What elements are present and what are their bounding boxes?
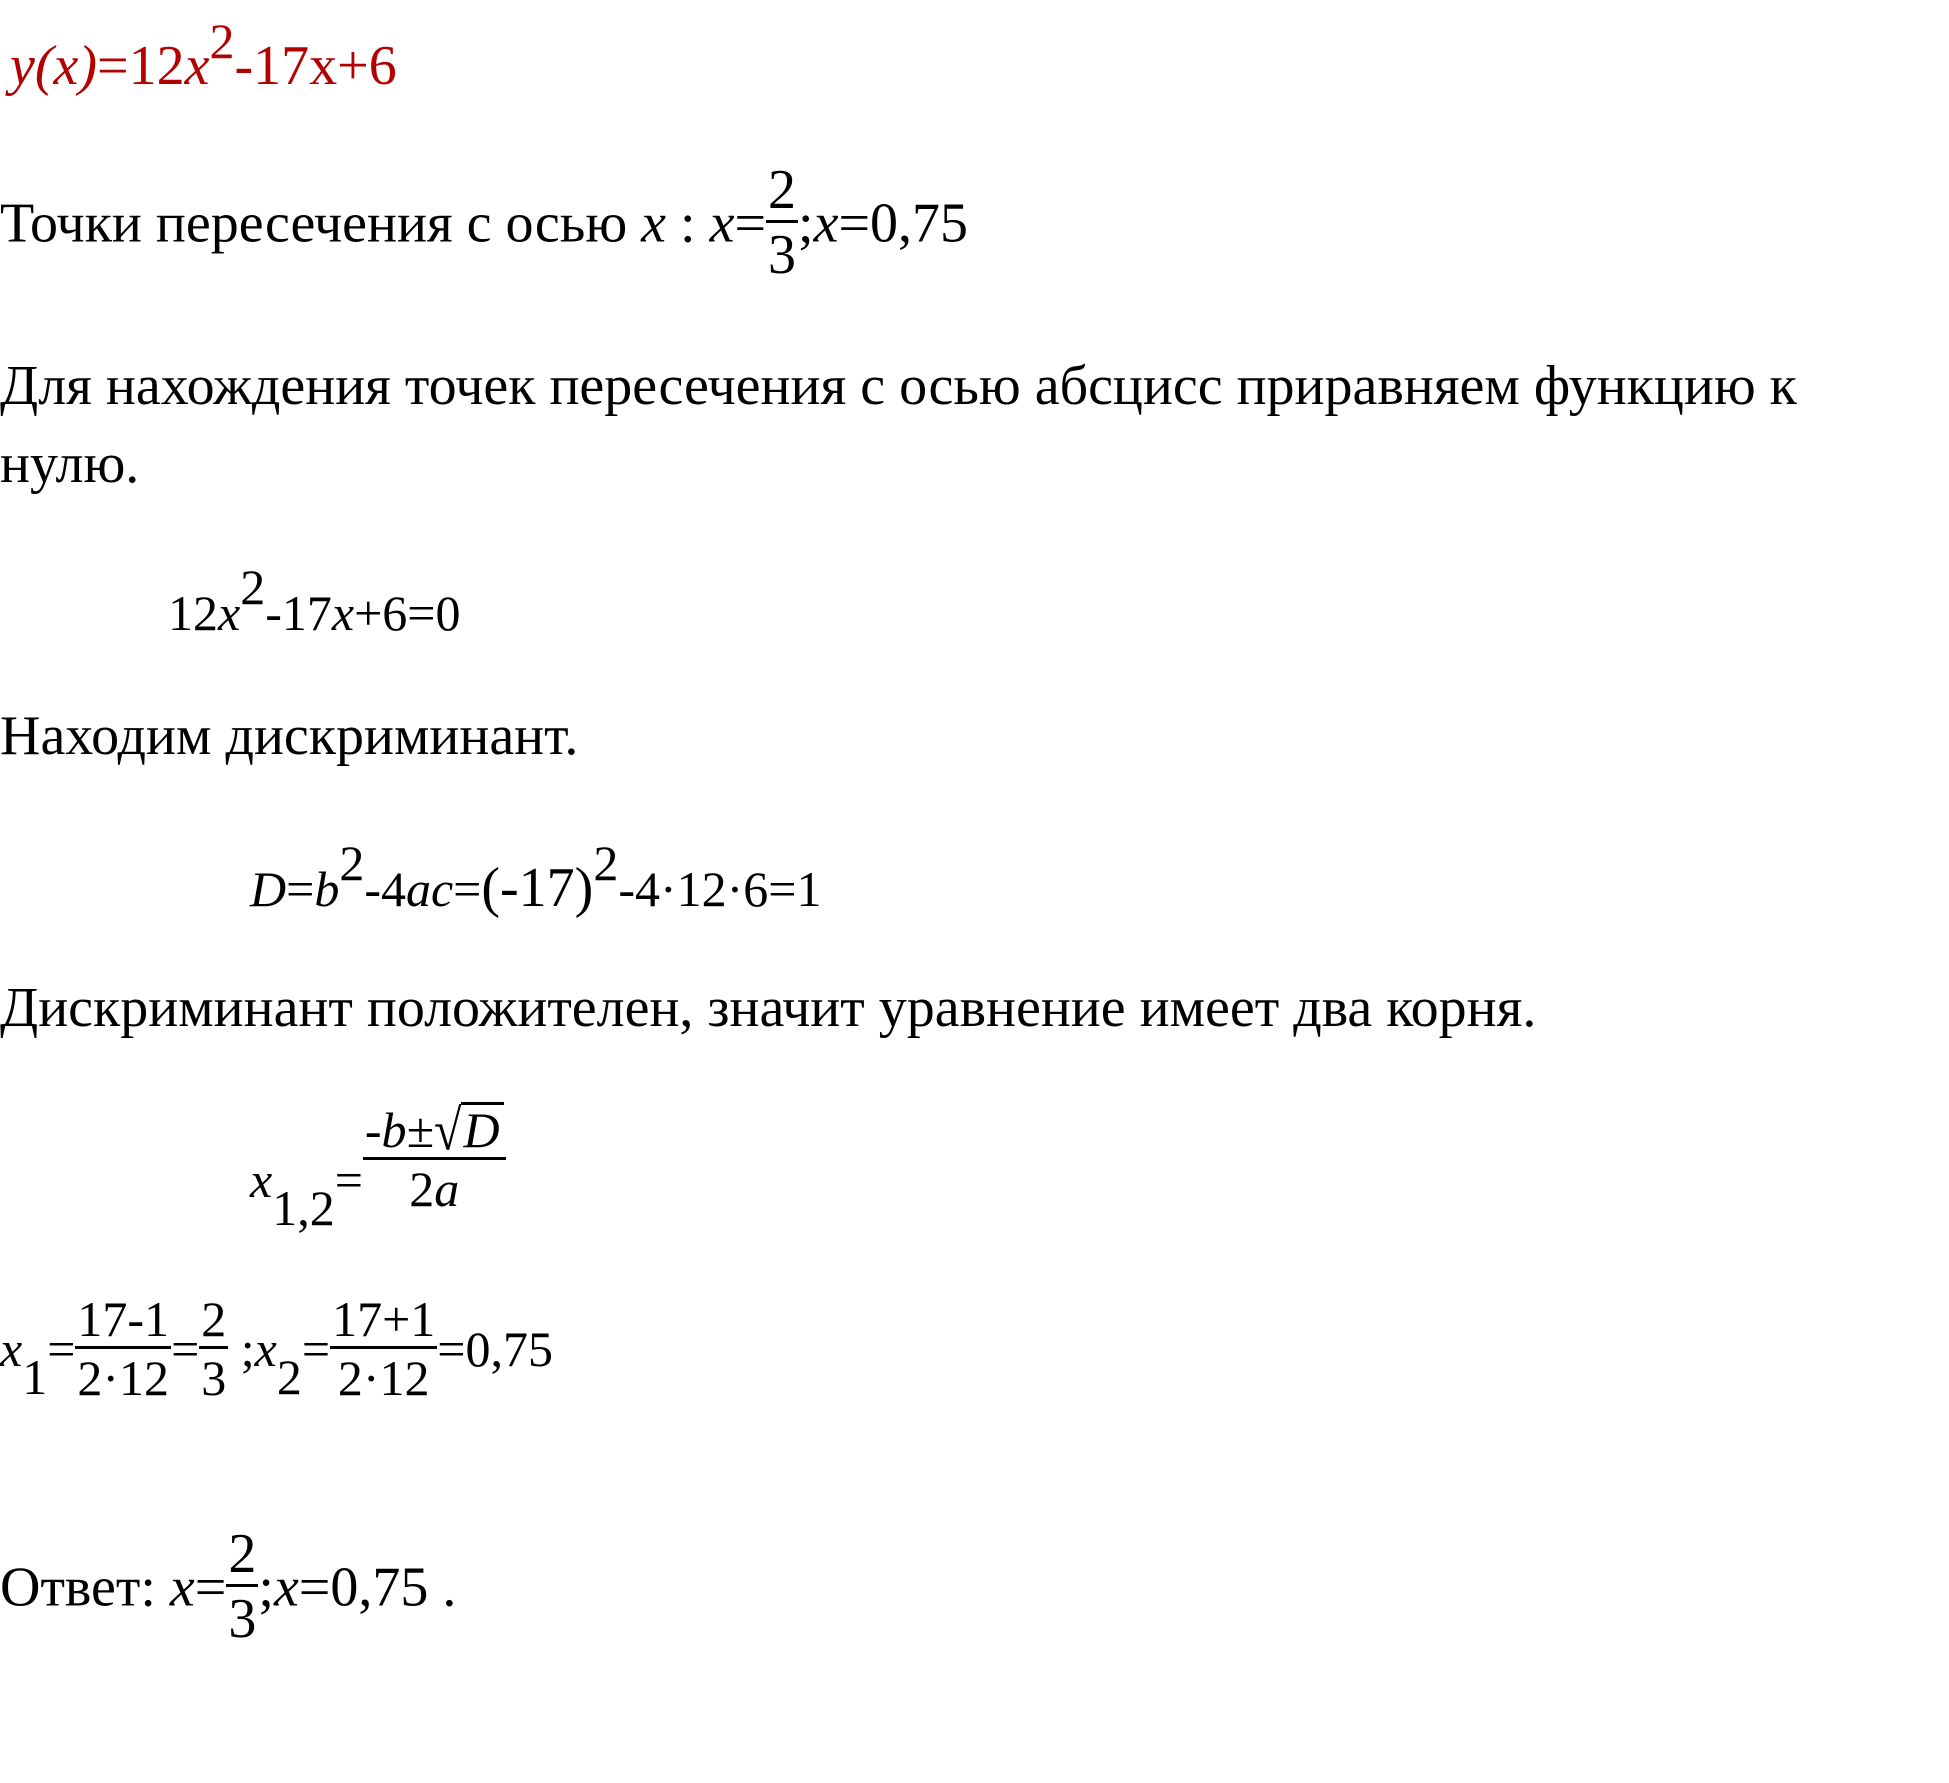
root2-denominator: 2·12 xyxy=(337,1350,430,1406)
sqrt-arg: D xyxy=(463,1102,500,1158)
discriminant-rest: -4·12·6=1 xyxy=(618,861,822,917)
equation-variable: x xyxy=(218,585,241,641)
discriminant-m4: -4 xyxy=(364,861,406,917)
roots-x: x xyxy=(250,1152,273,1209)
roots-numerator xyxy=(363,1097,506,1163)
equation-tail: +6=0 xyxy=(354,585,461,641)
answer-label: Ответ: xyxy=(0,1556,170,1619)
answer-fraction xyxy=(226,1523,258,1650)
discriminant-paren: (-17) xyxy=(481,857,594,919)
root2-eq: = xyxy=(301,1320,331,1377)
roots-eq: = xyxy=(334,1152,363,1209)
roots-den-num: 2 xyxy=(409,1161,435,1217)
quadratic-equation xyxy=(168,559,461,641)
answer-line xyxy=(0,1523,457,1653)
answer-value: 0,75 xyxy=(330,1556,429,1619)
fraction-numerator: 2 xyxy=(768,159,797,221)
roots-denominator xyxy=(363,1160,506,1217)
root1-sub: 1 xyxy=(22,1348,48,1405)
root1-eq: = xyxy=(47,1320,76,1377)
title-rest: -17x+6 xyxy=(234,35,397,97)
root1-simplified-numerator: 2 xyxy=(201,1291,227,1347)
title-coefficient: 12 xyxy=(128,35,185,97)
equation-power: 2 xyxy=(240,559,266,615)
discriminant-formula xyxy=(250,835,822,919)
function-title xyxy=(10,13,397,97)
roots-den-var: a xyxy=(434,1161,460,1217)
intersection-line xyxy=(0,159,969,289)
intersection-x2-var: x xyxy=(813,192,839,255)
title-equals: = xyxy=(97,35,129,97)
root2-sub: 2 xyxy=(276,1348,302,1405)
title-variable: x xyxy=(184,35,210,97)
title-lhs: y(x) xyxy=(10,35,98,97)
answer-eq1: = xyxy=(194,1556,227,1619)
root2-value: 0,75 xyxy=(465,1320,553,1377)
intersection-sep: ; xyxy=(798,192,814,255)
discriminant-b: b xyxy=(314,861,340,917)
answer-x1: x xyxy=(169,1556,195,1619)
equation-coefficient: 12 xyxy=(168,585,218,641)
discriminant-note: Дискриминант положителен, значит уравнение имеет два корня. xyxy=(0,977,1537,1039)
discriminant-ac: ac xyxy=(405,861,454,917)
sqrt-radicand xyxy=(461,1102,503,1158)
intersection-eq2: = xyxy=(838,192,871,255)
roots-sep: ; xyxy=(228,1320,255,1377)
equation-mid: -17 xyxy=(265,585,332,641)
intersection-text: Точки пересечения с осью xyxy=(0,192,642,255)
discriminant-eq1: = xyxy=(286,861,315,917)
answer-denominator: 3 xyxy=(228,1588,257,1650)
answer-x2: x xyxy=(273,1556,299,1619)
explanation-line-2: нулю. xyxy=(0,433,140,495)
sqrt-icon: √ xyxy=(434,1097,462,1163)
roots-sub: 1,2 xyxy=(272,1180,335,1237)
root1-eq2: = xyxy=(171,1320,200,1377)
root1-denominator: 2·12 xyxy=(77,1350,170,1406)
equation-variable-2: x xyxy=(331,585,355,641)
root2-eq2: = xyxy=(437,1320,466,1377)
root1-fraction xyxy=(75,1291,171,1406)
discriminant-symbol: D xyxy=(250,861,287,917)
fraction-denominator: 3 xyxy=(768,224,797,286)
root1-numerator: 17-1 xyxy=(77,1291,170,1347)
roots-num-prefix: -b± xyxy=(364,1102,434,1158)
root2-numerator: 17+1 xyxy=(332,1291,436,1347)
root1-x: x xyxy=(0,1320,23,1377)
intersection-fraction xyxy=(766,159,798,286)
intersection-axis-var: x xyxy=(641,192,667,255)
root2-fraction xyxy=(330,1291,437,1406)
discriminant-eq2: = xyxy=(453,861,482,917)
root2-x: x xyxy=(254,1320,277,1377)
roots-formula xyxy=(250,1097,506,1237)
roots-computation xyxy=(0,1291,553,1409)
answer-numerator: 2 xyxy=(228,1523,257,1585)
answer-eq2: = xyxy=(298,1556,331,1619)
intersection-colon: : xyxy=(666,192,710,255)
root1-simplified-denominator: 3 xyxy=(201,1350,227,1406)
discriminant-power1: 2 xyxy=(339,835,365,891)
intersection-eq1: = xyxy=(734,192,767,255)
intersection-x2-value: 0,75 xyxy=(870,192,969,255)
intersection-x1-var: x xyxy=(709,192,735,255)
root1-simplified xyxy=(199,1291,228,1406)
title-power: 2 xyxy=(209,13,235,69)
answer-sep: ; xyxy=(258,1556,274,1619)
discriminant-power2: 2 xyxy=(593,835,619,891)
discriminant-heading: Находим дискриминант. xyxy=(0,705,579,767)
answer-end: . xyxy=(428,1556,457,1619)
explanation-line-1: Для нахождения точек пересечения с осью абсцисс приравняем функцию к xyxy=(0,355,1797,417)
roots-fraction xyxy=(363,1097,506,1217)
